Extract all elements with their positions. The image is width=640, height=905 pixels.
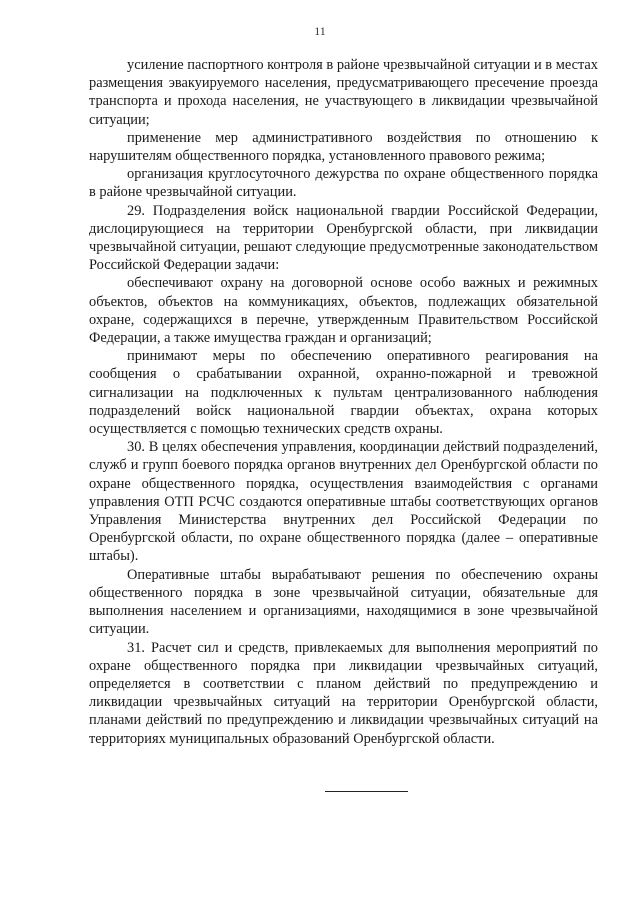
paragraph-item-29: 29. Подразделения войск национальной гвардии Российской Федерации, дислоцирующиеся на территории Оренбургской области, при ликвидации чрезвычайной ситуации, решают следующие предусмотренные законодательством Российской Федерации задачи: [89, 202, 598, 274]
paragraph: усиление паспортного контроля в районе чрезвычайной ситуации и в местах размещения эвакуируемого населения, предусматривающего пресечение проезда транспорта и прохода населения, не участвующего в ликвидации чрезвычайной ситуации; [89, 57, 598, 128]
end-divider [325, 791, 408, 792]
document-body [89, 56, 598, 748]
paragraph: организация круглосуточного дежурства по охране общественного порядка в районе чрезвычайной ситуации. [89, 166, 598, 201]
page-number: 11 [314, 24, 326, 38]
paragraph: принимают меры по обеспечению оперативного реагирования на сообщения о срабатывании охранной, охранно-пожарной и тревожной сигнализации на подключенных к пультам централизованного наблюдения подразделений войск национальной гвардии объектах, охрана которых осуществляется с помощью технических средств охраны. [89, 348, 598, 438]
paragraph-item-31: 31. Расчет сил и средств, привлекаемых для выполнения мероприятий по охране общественного порядка при ликвидации чрезвычайных ситуаций, определяется в соответствии с планом действий по предупреждению и ликвидации чрезвычайных ситуаций на территории Оренбургской области, планами действий по предупреждению и ликвидации чрезвычайных ситуаций на территориях муниципальных образований Оренбургской области. [89, 639, 598, 747]
paragraph: применение мер административного воздействия по отношению к нарушителям общественного порядка, установленного правового режима; [89, 129, 598, 165]
paragraph: Оперативные штабы вырабатывают решения по обеспечению охраны общественного порядка в зоне чрезвычайной ситуации, обязательные для выполнения населением и организациями, находящимися в зоне чрезвычайной ситуации. [89, 566, 598, 638]
paragraph-item-30: 30. В целях обеспечения управления, координации действий подразделений, служб и групп боевого порядка органов внутренних дел Оренбургской области по охране общественного порядка, осуществления взаимодействия с органами управления ОТП РСЧС создаются оперативные штабы соответствующих органов Управления Министерства внутренних дел Российской Федерации по Оренбургской области, по охране общественного порядка (далее – оперативные штабы). [89, 439, 598, 565]
paragraph: обеспечивают охрану на договорной основе особо важных и режимных объектов, объектов на коммуникациях, объектов, подлежащих обязательной охране, содержащихся в перечне, утвержденным Правительством Российской Федерации, а также имущества граждан и организаций; [89, 275, 598, 347]
